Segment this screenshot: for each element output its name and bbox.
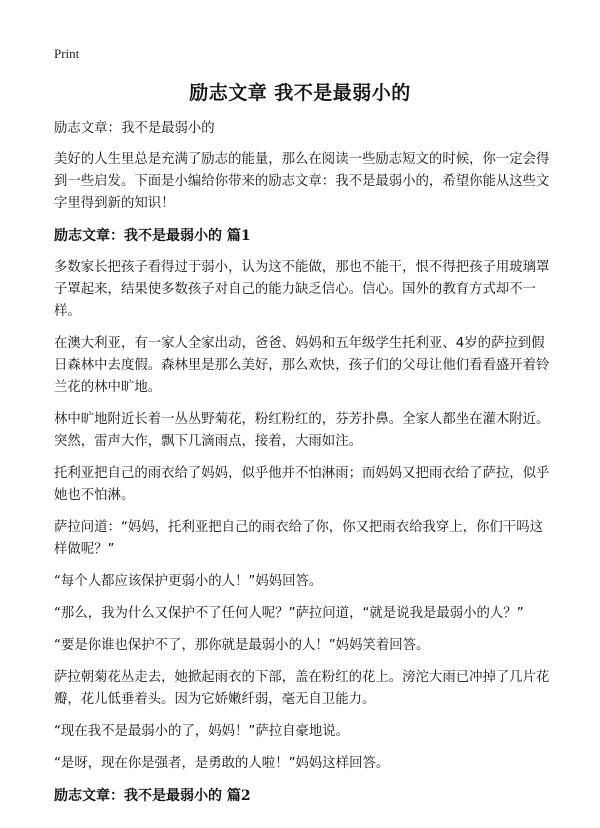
paragraph: “每个人都应该保护更弱小的人！”妈妈回答。 — [54, 574, 323, 589]
paragraph: 萨拉问道：“妈妈，托利亚把自己的雨衣给了你，你又把雨衣给我穿上，你们干吗这样做呢？” — [54, 520, 543, 557]
paragraph: 萨拉朝菊花丛走去，她掀起雨衣的下部，盖在粉红的花上。滂沱大雨已冲掉了几片花瓣，花儿低垂着头。因为它娇嫩纤弱，毫无自卫能力。 — [54, 670, 550, 707]
paragraph: 托利亚把自己的雨衣给了妈妈，似乎他并不怕淋雨；而妈妈又把雨衣给了萨拉，似乎她也不怕淋。 — [54, 466, 550, 503]
paragraph: 林中旷地附近长着一丛丛野菊花，粉红粉红的，芬芳扑鼻。全家人都坐在灌木附近。突然，雷声大作，飘下几滴雨点，接着，大雨如注。 — [54, 412, 550, 449]
paragraph: 励志文章：我不是最弱小的 — [54, 121, 215, 136]
print-link[interactable]: Print — [54, 46, 80, 61]
paragraph: 美好的人生里总是充满了励志的能量，那么在阅读一些励志短文的时候，你一定会得到一些启发。下面是小编给你带来的励志文章：我不是最弱小的，希望你能从这些文字里得到新的知识！ — [54, 152, 550, 211]
paragraph: “是呀，现在你是强者，是勇敢的人啦！”妈妈这样回答。 — [54, 756, 390, 771]
paragraph: “现在我不是最弱小的了，妈妈！”萨拉自豪地说。 — [54, 724, 350, 739]
paragraph: 在澳大利亚，有一家人全家出动，爸爸、妈妈和五年级学生托利亚、4岁的萨拉到假日森林中去度假。森林里是那么美好，那么欢快，孩子们的父母让他们看看盛开着铃兰花的林中旷地。 — [54, 336, 550, 395]
article-body — [54, 118, 550, 817]
paragraph: “那么，我为什么又保护不了任何人呢？”萨拉问道，“就是说我是最弱小的人？” — [54, 606, 524, 621]
section-heading: 励志文章：我不是最弱小的 篇1 — [54, 228, 251, 244]
paragraph: 多数家长把孩子看得过于弱小，认为这不能做，那也不能干，恨不得把孩子用玻璃罩子罩起来，结果使多数孩子对自己的能力缺乏信心。信心。国外的教育方式却不一样。 — [54, 260, 550, 319]
page-title: 励志文章 我不是最弱小的 — [189, 82, 411, 104]
paragraph: “要是你谁也保护不了，那你就是最弱小的人！”妈妈笑着回答。 — [54, 638, 430, 653]
section-heading: 励志文章：我不是最弱小的 篇2 — [54, 788, 251, 804]
